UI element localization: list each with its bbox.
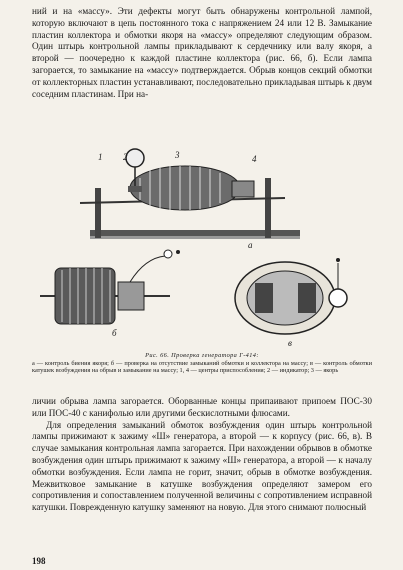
callout-2: 2 bbox=[123, 152, 128, 162]
armature-short-test bbox=[40, 250, 180, 324]
label-v: в bbox=[288, 338, 292, 348]
page-number: 198 bbox=[32, 556, 46, 566]
paragraph: Для определения замыканий обмоток возбуждения один штырь контрольной лампы прижимают к зажиму «Ш» генератора, а второй — к корпусу (рис. 66, в). В случае замыкания контрольная лампа загорается. При нахождении обрывов в обмотке возбуждения один штырь прижимают к зажиму «Ш» генератора, а второй — к началу обмотки возбуждения. Если лампа не горит, значит, обрыв в обмотке возбуждения. Межвитковое замыкание в катушке возбуждения определяют замером его сопротивления и сопоставлением полученной величины с сопротивлением исправной катушки. Поврежденную катушку заменяют на новую. Для этого снимают полюсный bbox=[32, 419, 372, 513]
callout-1: 1 bbox=[98, 152, 103, 162]
callout-3: 3 bbox=[175, 150, 180, 160]
caption-body: а — контроль биения якоря; б — проверка на отсутствие замыканий обмотки и коллектора на массу; в — контроль обмотки катушек возбуждения на обрыв и замыкание на массу; 1, 4 — центры приспособления; 2 — индикатор; 3 — якорь bbox=[32, 359, 372, 375]
figure-66 bbox=[40, 148, 370, 350]
callout-4: 4 bbox=[252, 154, 257, 164]
field-coil-test bbox=[235, 258, 347, 334]
paragraph: личии обрыва лампа загорается. Оборванные концы припаивают припоем ПОС-30 или ПОС-40 с канифолью или другими бескислотными флюсами. bbox=[32, 396, 372, 418]
caption-title: Рис. 66. Проверка генератора Г-414: bbox=[145, 352, 259, 359]
top-text-block bbox=[32, 6, 372, 100]
generator-test-illustration bbox=[40, 148, 370, 350]
armature-runout-rig bbox=[80, 149, 300, 239]
figure-caption bbox=[32, 352, 372, 375]
bottom-text-block bbox=[32, 396, 372, 514]
paragraph: ний и на «массу». Эти дефекты могут быть обнаружены контрольной лампой, которую включают в цепь постоянного тока с напряжением 24 или 12 В. Замыкание пластин коллектора и обмотки якоря на «массу» определяют следующим образом. Один штырь контрольной лампы прикладывают к сердечнику или валу якоря, а второй — поочередно к каждой пластине коллектора (рис. 66, б). Если лампа загорается, то замыкание на «массу» подтверждается. Обрыв концов секций обмотки от коллекторных пластин устанавливают, последовательно прикладывая штырь к двум соседним пластинам. При на- bbox=[32, 6, 372, 99]
label-b: б bbox=[112, 328, 117, 338]
label-a: а bbox=[248, 240, 253, 250]
